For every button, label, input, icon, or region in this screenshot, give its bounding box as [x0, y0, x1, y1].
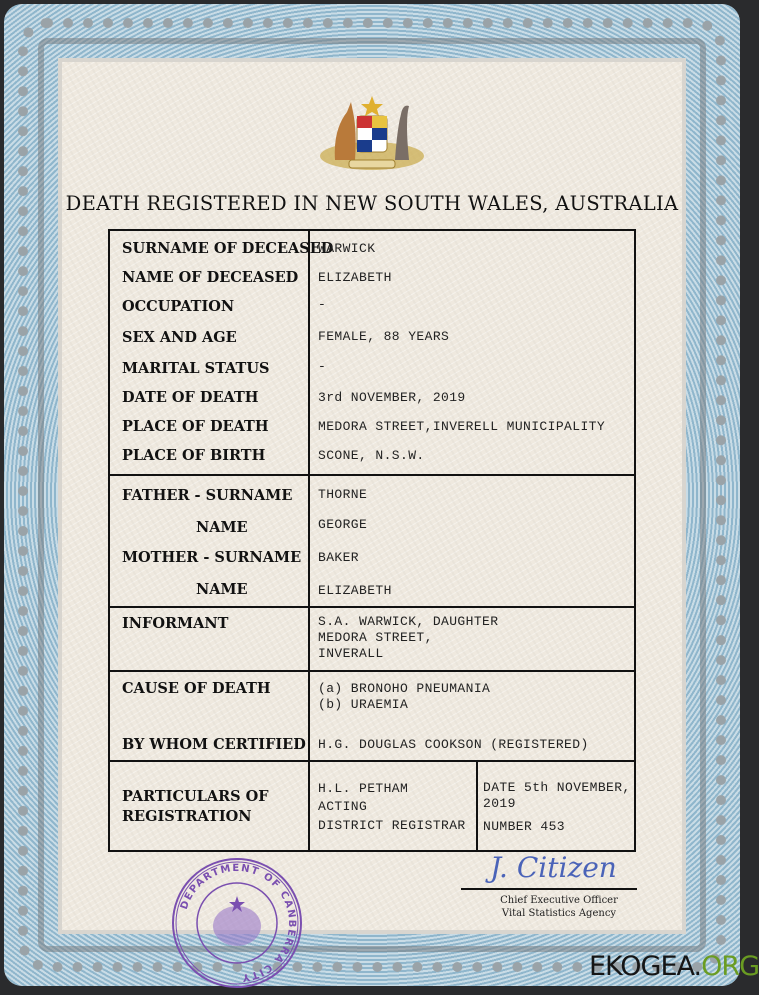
signatory-title: Chief Executive Officer	[500, 895, 618, 906]
field-value: ELIZABETH	[318, 583, 392, 598]
cause-line: (b) URAEMIA	[318, 697, 409, 712]
field-value: GEORGE	[318, 517, 368, 532]
informant-line: S.A. WARWICK, DAUGHTER	[318, 614, 499, 629]
field-value: -	[318, 297, 327, 312]
field-label: PLACE OF DEATH	[122, 418, 269, 435]
field-value: -	[318, 359, 327, 374]
section-divider	[110, 606, 634, 608]
registration-date: DATE 5th NOVEMBER,	[483, 780, 631, 795]
column-divider	[476, 760, 478, 850]
section-divider	[110, 474, 634, 476]
field-label: MARITAL STATUS	[122, 360, 270, 377]
coat-of-arms-crest	[313, 90, 431, 182]
certified-value: H.G. DOUGLAS COOKSON (REGISTERED)	[318, 737, 589, 752]
section-divider	[110, 760, 634, 762]
informant-line: INVERALL	[318, 646, 384, 661]
field-value: MEDORA STREET,INVERELL MUNICIPALITY	[318, 419, 606, 434]
watermark-text: ORG	[701, 951, 759, 982]
certificate-title: DEATH REGISTERED IN NEW SOUTH WALES, AUSTRALIA	[65, 192, 679, 215]
informant-label: INFORMANT	[122, 615, 229, 632]
registrar-line: DISTRICT REGISTRAR	[318, 818, 466, 833]
registrar-line: ACTING	[318, 799, 368, 814]
certified-label: BY WHOM CERTIFIED	[122, 736, 306, 753]
cause-label: CAUSE OF DEATH	[122, 680, 271, 697]
field-value: SCONE, N.S.W.	[318, 448, 425, 463]
field-value: BAKER	[318, 550, 360, 565]
registration-label: REGISTRATION	[122, 808, 252, 825]
field-value: THORNE	[318, 487, 368, 502]
cause-line: (a) BRONOHO PNEUMANIA	[318, 681, 491, 696]
field-value: WARWICK	[318, 241, 376, 256]
field-value: 3rd NOVEMBER, 2019	[318, 390, 466, 405]
field-label: SEX AND AGE	[122, 329, 237, 346]
registration-number: NUMBER 453	[483, 819, 566, 834]
signature-line	[461, 888, 637, 890]
field-label: FATHER - SURNAME	[122, 487, 293, 504]
watermark	[589, 951, 759, 983]
registrar-line: H.L. PETHAM	[318, 781, 409, 796]
field-label: MOTHER - SURNAME	[122, 549, 302, 566]
field-value: ELIZABETH	[318, 270, 392, 285]
field-label: SURNAME OF DECEASED	[122, 240, 334, 257]
signature: J. Citizen	[490, 851, 617, 884]
official-stamp	[170, 856, 304, 990]
field-label: PLACE OF BIRTH	[122, 447, 266, 464]
field-label: NAME OF DECEASED	[122, 269, 299, 286]
field-value: FEMALE, 88 YEARS	[318, 329, 450, 344]
field-label: NAME	[196, 581, 248, 598]
field-label: NAME	[196, 519, 248, 536]
field-label: DATE OF DEATH	[122, 389, 259, 406]
registration-table	[108, 229, 636, 852]
signatory-agency: Vital Statistics Agency	[501, 908, 617, 919]
column-divider	[308, 231, 310, 850]
watermark-text: EKOGEA.	[589, 951, 702, 982]
informant-line: MEDORA STREET,	[318, 630, 433, 645]
registration-date: 2019	[483, 796, 516, 811]
stamp-text: DEPARTMENT OF CANBERRA CITY	[178, 862, 298, 983]
section-divider	[110, 670, 634, 672]
field-label: OCCUPATION	[122, 298, 235, 315]
registration-label: PARTICULARS OF	[122, 788, 269, 805]
